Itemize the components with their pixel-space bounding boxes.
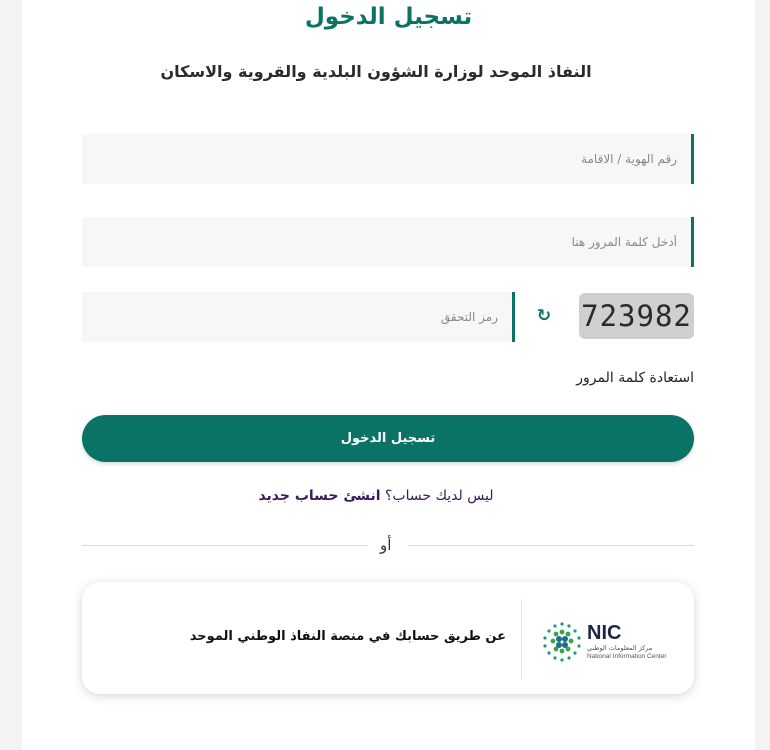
captcha-code: 723982 — [581, 299, 692, 333]
nafath-separator — [521, 599, 522, 679]
page-title: تسجيل الدخول — [304, 4, 473, 30]
nic-logo-icon — [540, 620, 584, 664]
nic-acronym: NIC — [587, 622, 622, 644]
signup-row — [22, 488, 730, 504]
or-label: أو — [380, 536, 392, 554]
divider-left — [82, 545, 368, 546]
nafath-login-button[interactable] — [82, 582, 694, 694]
divider-right — [408, 545, 694, 546]
page-subtitle: النفاذ الموحد لوزارة الشؤون البلدية والقروية والاسكان — [160, 62, 592, 81]
nic-english-name: National Information Center — [587, 653, 667, 660]
captcha-image — [579, 293, 694, 339]
captcha-field-container — [82, 292, 515, 342]
id-input[interactable] — [82, 134, 691, 184]
nic-arabic-name: مركز المعلومات الوطني — [587, 644, 653, 652]
forgot-password-link[interactable]: استعادة كلمة المرور — [576, 370, 694, 386]
signup-question: ليس لديك حساب؟ — [384, 488, 494, 504]
refresh-icon[interactable]: ↻ — [536, 306, 552, 326]
create-account-link[interactable]: انشئ حساب جديد — [258, 488, 381, 504]
nafath-label: عن طريق حسابك في منصة النفاذ الوطني الموحد — [189, 629, 506, 644]
id-field-container — [82, 134, 694, 184]
password-field-container — [82, 217, 694, 267]
login-button[interactable]: تسجيل الدخول — [82, 415, 694, 462]
password-input[interactable] — [82, 217, 691, 267]
login-card — [22, 0, 755, 750]
captcha-input[interactable] — [82, 292, 512, 342]
